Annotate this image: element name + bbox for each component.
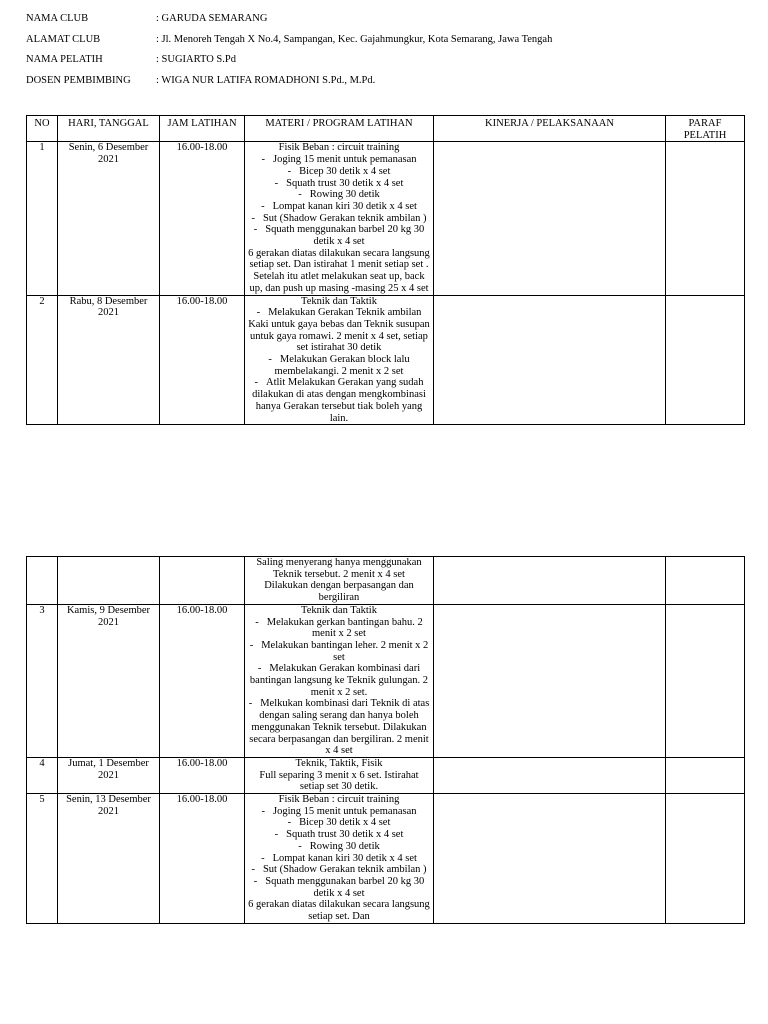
cell-performance [434, 604, 666, 757]
cell-date [58, 557, 160, 605]
cell-signature [666, 557, 745, 605]
cell-no: 2 [27, 295, 58, 425]
cell-signature [666, 295, 745, 425]
table-row [27, 557, 745, 605]
info-label: NAMA CLUB [26, 13, 89, 24]
program-item-text: Sut (Shadow Gerakan teknik ambilan ) [262, 212, 427, 224]
cell-time: 16.00-18.00 [160, 295, 245, 425]
program-item-text: Lompat kanan kiri 30 detik x 4 set [272, 200, 417, 212]
bullet-dash: - [253, 224, 258, 236]
column-header-no: NO [27, 116, 58, 142]
cell-no: 4 [27, 757, 58, 793]
program-item-text: 6 gerakan diatas dilakukan secara langsung setiap set. Dan istirahat 1 menit setiap set . Setelah itu atlet melakukan seat up, back up, dan push up masing -masing 25 x 4 set [248, 247, 430, 294]
program-item-text: Dilakukan dengan berpasangan dan bergiliran [264, 580, 414, 604]
bullet-dash: - [255, 616, 259, 628]
cell-time: 16.00-18.00 [160, 142, 245, 295]
program-bullet-item [247, 189, 431, 201]
cell-date: Kamis, 9 Desember 2021 [58, 604, 160, 757]
program-text [247, 142, 431, 154]
program-bullet-item [247, 224, 431, 247]
program-bullet-item [247, 806, 431, 818]
cell-no: 3 [27, 604, 58, 757]
program-item-text: Joging 15 menit untuk pemanasan [273, 154, 417, 166]
program-bullet-item [247, 166, 431, 178]
info-row-coach-name [26, 51, 552, 72]
column-header-signature: PARAF PELATIH [666, 116, 745, 142]
info-label: DOSEN PEMBIMBING [26, 74, 131, 86]
cell-program [245, 295, 434, 425]
program-bullet-item [247, 178, 431, 190]
training-schedule-table-page-1 [26, 115, 745, 425]
program-item-text: Teknik dan Taktik [301, 295, 377, 307]
program-bullet-item [247, 201, 431, 213]
program-item-text: Squath menggunakan barbel 20 kg 30 detik x 4 set [265, 875, 425, 899]
program-text [247, 248, 431, 295]
cell-time: 16.00-18.00 [160, 604, 245, 757]
cell-time: 16.00-18.00 [160, 757, 245, 793]
program-item-text: Rowing 30 detik [309, 189, 380, 201]
cell-date: Jumat, 1 Desember 2021 [58, 757, 160, 793]
cell-performance [434, 757, 666, 793]
program-item-text: Melakukan bantingan leher. 2 menit x 2 set [261, 639, 429, 663]
program-item-text: Atlit Melakukan Gerakan yang sudah dilakukan di atas dengan mengkombinasi hanya Gerakan tersebut tiak boleh yang lain. [252, 377, 426, 424]
program-text [247, 758, 431, 770]
cell-signature [666, 794, 745, 924]
bullet-dash: - [248, 698, 253, 710]
program-bullet-item [247, 307, 431, 354]
bullet-dash: - [249, 639, 254, 651]
bullet-dash: - [253, 875, 258, 887]
program-bullet-item [247, 864, 431, 876]
info-label: ALAMAT CLUB [26, 33, 101, 45]
cell-time: 16.00-18.00 [160, 794, 245, 924]
program-bullet-item [247, 377, 431, 424]
training-schedule-table-page-2 [26, 556, 745, 924]
table-row [27, 794, 745, 924]
cell-program [245, 757, 434, 793]
bullet-dash: - [254, 377, 259, 389]
program-item-text: Rowing 30 detik [309, 840, 380, 852]
table-row [27, 604, 745, 757]
column-header-time: JAM LATIHAN [160, 116, 245, 142]
info-row-club-name [26, 10, 552, 31]
cell-program [245, 142, 434, 295]
bullet-dash: - [298, 840, 302, 852]
cell-no: 5 [27, 794, 58, 924]
program-item-text: 6 gerakan diatas dilakukan secara langsung setiap set. Dan [248, 899, 430, 923]
info-value: : WIGA NUR LATIFA ROMADHONI S.Pd., M.Pd. [156, 74, 376, 86]
bullet-dash: - [287, 165, 292, 177]
program-text [247, 296, 431, 308]
table-body [27, 142, 745, 425]
table-row [27, 757, 745, 793]
cell-date: Rabu, 8 Desember 2021 [58, 295, 160, 425]
club-info-header [26, 10, 552, 92]
bullet-dash: - [298, 189, 302, 201]
info-row-supervisor [26, 72, 552, 93]
info-value: : SUGIARTO S.Pd [156, 54, 236, 65]
cell-signature [666, 757, 745, 793]
bullet-dash: - [274, 177, 279, 189]
program-bullet-item [247, 354, 431, 377]
program-item-text: Squath trust 30 detik x 4 set [286, 829, 404, 841]
bullet-dash: - [251, 864, 255, 876]
program-item-text: Melakukan gerkan bantingan bahu. 2 menit x 2 set [266, 616, 423, 640]
program-item-text: Fisik Beban : circuit training [278, 794, 400, 806]
program-item-text: Saling menyerang hanya menggunakan Teknik tersebut. 2 menit x 4 set [256, 557, 422, 580]
program-bullet-item [247, 213, 431, 225]
program-item-text: Full separing 3 menit x 6 set. Istirahat setiap set 30 detik. [259, 769, 419, 793]
cell-time [160, 557, 245, 605]
program-bullet-item [247, 829, 431, 841]
cell-signature [666, 604, 745, 757]
program-bullet-item [247, 663, 431, 698]
program-item-text: Squath trust 30 detik x 4 set [286, 177, 404, 189]
info-value: : Jl. Menoreh Tengah X No.4, Sampangan, Kec. Gajahmungkur, Kota Semarang, Jawa Tengah [156, 33, 553, 45]
cell-program [245, 794, 434, 924]
bullet-dash: - [261, 200, 265, 212]
program-item-text: Bicep 30 detik x 4 set [299, 165, 391, 177]
program-bullet-item [247, 876, 431, 899]
program-item-text: Joging 15 menit untuk pemanasan [273, 805, 417, 817]
program-text [247, 899, 431, 922]
column-header-performance: KINERJA / PELAKSANAAN [434, 116, 666, 142]
program-item-text: Melakukan Gerakan block lalu membelakangi. 2 menit x 2 set [274, 354, 410, 377]
table-header-row [27, 116, 745, 142]
bullet-dash: - [261, 852, 265, 864]
program-text [247, 580, 431, 603]
cell-no: 1 [27, 142, 58, 295]
program-item-text: Melakukan Gerakan kombinasi dari bantingan langsung ke Teknik gulungan. 2 menit x 2 set. [249, 663, 429, 698]
cell-no [27, 557, 58, 605]
column-header-date: HARI, TANGGAL [58, 116, 160, 142]
program-bullet-item [247, 154, 431, 166]
program-item-text: Bicep 30 detik x 4 set [299, 817, 391, 829]
bullet-dash: - [257, 663, 262, 675]
cell-program [245, 557, 434, 605]
bullet-dash: - [256, 307, 261, 319]
program-item-text: Sut (Shadow Gerakan teknik ambilan ) [262, 864, 427, 876]
table-body [27, 557, 745, 924]
cell-date: Senin, 13 Desember 2021 [58, 794, 160, 924]
program-text [247, 557, 431, 580]
info-value: : GARUDA SEMARANG [156, 13, 268, 24]
program-bullet-item [247, 617, 431, 640]
program-bullet-item [247, 698, 431, 757]
bullet-dash: - [287, 817, 292, 829]
cell-performance [434, 142, 666, 295]
program-item-text: Melkukan kombinasi dari Teknik di atas dengan saling serang dan hanya boleh menggunakan Teknik tersebut. Dilakukan secara berpasangan dan bergiliran. 2 menit x 4 set [249, 698, 430, 757]
program-bullet-item [247, 640, 431, 663]
info-row-club-address [26, 31, 552, 52]
program-item-text: Teknik dan Taktik [301, 604, 377, 616]
table-row [27, 295, 745, 425]
bullet-dash: - [268, 354, 272, 366]
info-label: NAMA PELATIH [26, 54, 103, 65]
table-row [27, 142, 745, 295]
cell-date: Senin, 6 Desember 2021 [58, 142, 160, 295]
program-text [247, 770, 431, 793]
bullet-dash: - [251, 212, 255, 224]
program-bullet-item [247, 817, 431, 829]
cell-program [245, 604, 434, 757]
program-item-text: Fisik Beban : circuit training [278, 142, 400, 154]
program-item-text: Lompat kanan kiri 30 detik x 4 set [272, 852, 417, 864]
cell-signature [666, 142, 745, 295]
cell-performance [434, 295, 666, 425]
cell-performance [434, 794, 666, 924]
bullet-dash: - [274, 829, 279, 841]
program-item-text: Squath menggunakan barbel 20 kg 30 detik x 4 set [265, 224, 425, 248]
bullet-dash: - [261, 154, 265, 166]
bullet-dash: - [261, 805, 265, 817]
program-item-text: Melakukan Gerakan Teknik ambilan Kaki untuk gaya bebas dan Teknik susupan untuk gaya romawi. 2 menit x 4 set, setiap set istirahat 30 detik [248, 307, 430, 354]
program-bullet-item [247, 853, 431, 865]
program-text [247, 605, 431, 617]
column-header-program: MATERI / PROGRAM LATIHAN [245, 116, 434, 142]
program-bullet-item [247, 841, 431, 853]
cell-performance [434, 557, 666, 605]
program-text [247, 794, 431, 806]
program-item-text: Teknik, Taktik, Fisik [295, 757, 383, 769]
